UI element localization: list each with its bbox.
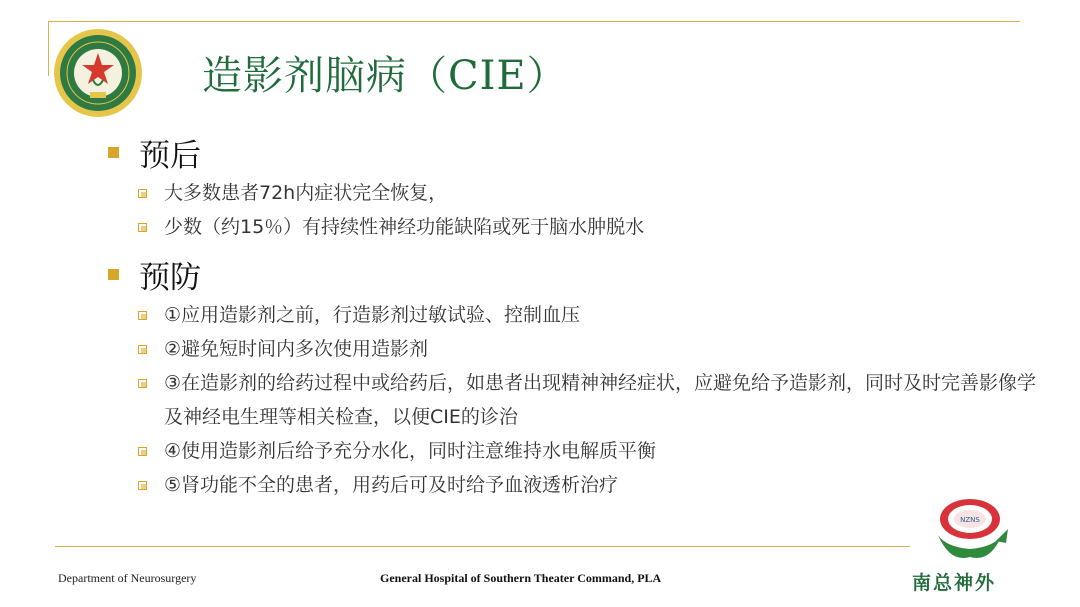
slide-content [108,128,1058,502]
list-item [138,298,1058,332]
top-border-line [48,21,1020,22]
section-prevention [108,250,1058,502]
list-item-text: ④使用造影剂后给予充分水化，同时注意维持水电解质平衡 [164,440,657,462]
list-item-text: ⑤肾功能不全的患者，用药后可及时给予血液透析治疗 [164,474,619,496]
slide-title: 造影剂脑病（CIE） [202,53,568,99]
checkbox-bullet-icon [138,481,147,490]
list-item [138,434,1058,468]
list-item [138,366,1058,434]
checkbox-bullet-icon [138,223,147,232]
section-heading [108,128,1058,176]
section-label: 预后 [139,137,201,174]
brain-hands-logo [920,495,1020,565]
list-item-text: 大多数患者72h内症状完全恢复， [164,182,448,204]
checkbox-bullet-icon [138,311,147,320]
list-item-text: ①应用造影剂之前，行造影剂过敏试验、控制血压 [164,304,581,326]
list-item-text: 少数（约15％）有持续性神经功能缺陷或死于脑水肿脱水 [164,216,645,238]
footer-department: Department of Neurosurgery [58,571,197,585]
hospital-emblem-logo [53,28,143,118]
list-item [138,210,1058,244]
square-bullet-icon [108,269,119,280]
checkbox-bullet-icon [138,189,147,198]
section-prognosis [108,128,1058,244]
square-bullet-icon [108,147,119,158]
brand-name: 南总神外 [912,572,997,594]
section-heading [108,250,1058,298]
footer-hospital: General Hospital of Southern Theater Command, PLA [380,571,662,585]
footer-divider [55,546,910,547]
checkbox-bullet-icon [138,345,147,354]
section-label: 预防 [139,259,201,296]
brand-badge-text: NZNS [960,516,980,524]
left-border-line [48,21,49,76]
list-item-text: ③在造影剂的给药过程中或给药后，如患者出现精神神经症状，应避免给予造影剂，同时及时完善影像学及神经电生理等相关检查，以便CIE的诊治 [164,372,1037,428]
list-item [138,176,1058,210]
list-item-text: ②避免短时间内多次使用造影剂 [164,338,429,360]
list-item [138,332,1058,366]
checkbox-bullet-icon [138,447,147,456]
checkbox-bullet-icon [138,379,147,388]
